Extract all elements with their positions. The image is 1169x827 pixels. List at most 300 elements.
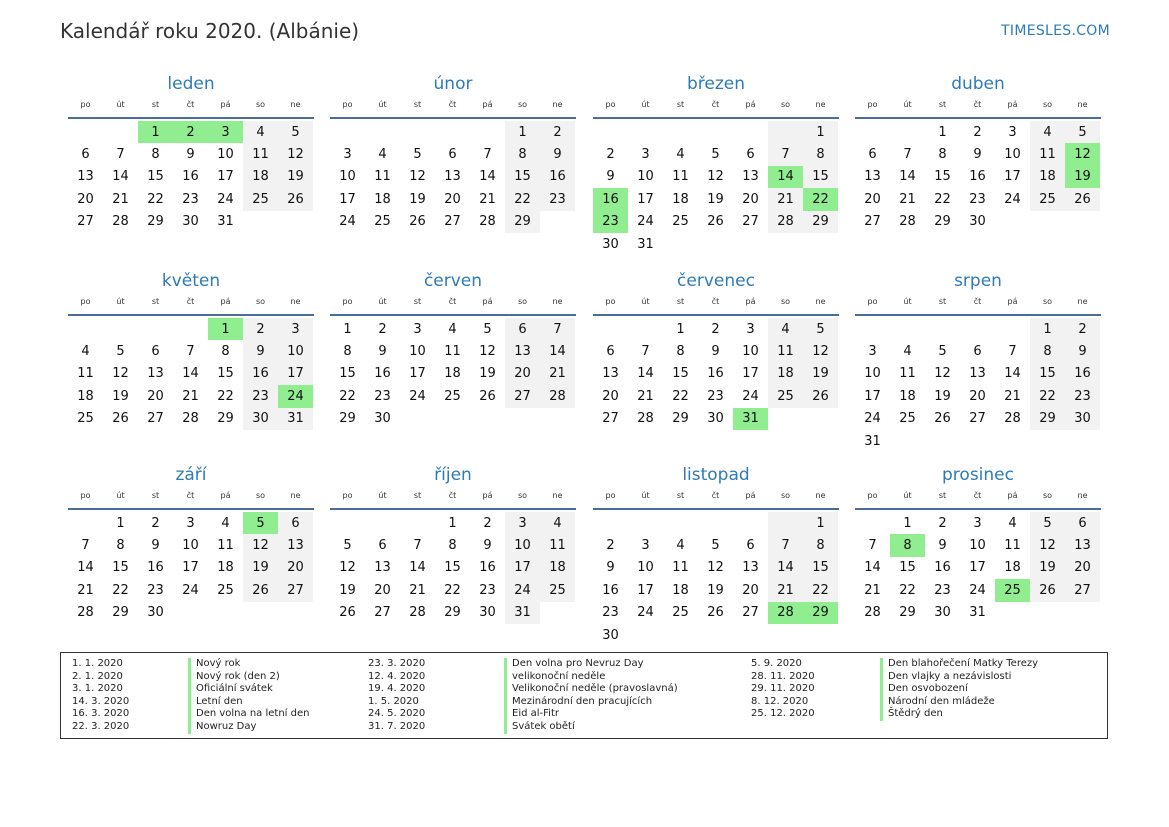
empty-cell bbox=[400, 512, 435, 534]
month-12 bbox=[855, 464, 1101, 624]
weekday-label: so bbox=[517, 100, 528, 109]
day-cell: 7 bbox=[641, 344, 650, 360]
empty-cell bbox=[803, 624, 838, 646]
day-cell: 15 bbox=[505, 166, 540, 188]
empty-cell bbox=[733, 121, 768, 143]
empty-cell bbox=[960, 430, 995, 452]
day-cell: 7 bbox=[868, 538, 877, 554]
empty-cell bbox=[505, 408, 540, 430]
weekday-label: so bbox=[1042, 491, 1053, 500]
day-cell: 29 bbox=[505, 211, 540, 233]
month-divider bbox=[855, 117, 1101, 119]
day-cell: 2 bbox=[973, 124, 982, 140]
month-name: září bbox=[175, 465, 207, 485]
empty-cell bbox=[470, 121, 505, 143]
empty-cell bbox=[995, 318, 1030, 340]
day-grid bbox=[330, 318, 576, 430]
empty-cell bbox=[768, 624, 803, 646]
month-divider bbox=[593, 314, 839, 316]
day-cell: 4 bbox=[221, 515, 230, 531]
day-cell: 4 bbox=[243, 121, 278, 143]
day-cell: 5 bbox=[413, 147, 422, 163]
day-cell: 5 bbox=[116, 344, 125, 360]
empty-cell bbox=[435, 121, 470, 143]
day-cell: 12 bbox=[1065, 143, 1100, 165]
day-cell: 30 bbox=[479, 605, 496, 621]
empty-cell bbox=[540, 602, 575, 624]
day-cell: 11 bbox=[672, 560, 689, 576]
empty-cell bbox=[243, 602, 278, 624]
month-name: červen bbox=[423, 271, 483, 291]
day-grid bbox=[330, 512, 576, 624]
weekday-label: pá bbox=[220, 491, 231, 500]
day-cell: 7 bbox=[116, 147, 125, 163]
weekday-label: út bbox=[116, 100, 125, 109]
day-cell: 29 bbox=[217, 411, 234, 427]
day-cell: 22 bbox=[803, 188, 838, 210]
weekday-header bbox=[855, 99, 1101, 111]
day-cell: 8 bbox=[448, 538, 457, 554]
day-cell: 15 bbox=[217, 366, 234, 382]
day-cell: 23 bbox=[707, 388, 724, 404]
day-cell: 17 bbox=[969, 560, 986, 576]
weekday-label: út bbox=[641, 100, 650, 109]
day-cell: 13 bbox=[444, 169, 461, 185]
day-cell: 13 bbox=[602, 366, 619, 382]
weekday-label: pá bbox=[745, 100, 756, 109]
day-cell: 22 bbox=[339, 388, 356, 404]
day-cell: 24 bbox=[505, 579, 540, 601]
month-divider bbox=[593, 117, 839, 119]
day-cell: 29 bbox=[147, 214, 164, 230]
day-cell: 28 bbox=[768, 602, 803, 624]
day-cell: 28 bbox=[768, 211, 803, 233]
day-cell: 14 bbox=[768, 557, 803, 579]
day-cell: 1 bbox=[803, 121, 838, 143]
empty-cell bbox=[1030, 430, 1065, 452]
weekday-label: pá bbox=[220, 297, 231, 306]
weekday-label: ne bbox=[552, 491, 563, 500]
day-cell: 3 bbox=[868, 344, 877, 360]
day-cell: 14 bbox=[864, 560, 881, 576]
day-cell: 8 bbox=[151, 147, 160, 163]
day-cell: 3 bbox=[186, 515, 195, 531]
weekday-label: so bbox=[517, 297, 528, 306]
day-cell: 11 bbox=[540, 534, 575, 556]
empty-cell bbox=[173, 602, 208, 624]
weekday-label: čt bbox=[448, 100, 457, 109]
day-cell: 20 bbox=[505, 363, 540, 385]
weekday-label: út bbox=[116, 491, 125, 500]
day-cell: 4 bbox=[1008, 515, 1017, 531]
day-cell: 17 bbox=[637, 582, 654, 598]
empty-cell bbox=[400, 408, 435, 430]
empty-cell bbox=[768, 233, 803, 255]
weekday-header bbox=[593, 99, 839, 111]
day-cell: 22 bbox=[112, 582, 129, 598]
day-cell: 24 bbox=[182, 582, 199, 598]
day-cell: 27 bbox=[742, 605, 759, 621]
day-cell: 7 bbox=[413, 538, 422, 554]
day-cell: 2 bbox=[483, 515, 492, 531]
weekday-label: čt bbox=[973, 100, 982, 109]
empty-cell bbox=[628, 121, 663, 143]
day-cell: 22 bbox=[672, 388, 689, 404]
day-cell: 27 bbox=[444, 214, 461, 230]
weekday-label: čt bbox=[186, 491, 195, 500]
day-cell: 2 bbox=[938, 515, 947, 531]
day-cell: 13 bbox=[742, 560, 759, 576]
weekday-label: pá bbox=[745, 491, 756, 500]
empty-cell bbox=[803, 233, 838, 255]
day-cell: 19 bbox=[243, 557, 278, 579]
legend-holiday-name: velikonoční neděle bbox=[504, 671, 605, 684]
day-cell: 13 bbox=[147, 366, 164, 382]
day-cell: 9 bbox=[243, 340, 278, 362]
day-cell: 9 bbox=[973, 147, 982, 163]
empty-cell bbox=[628, 624, 663, 646]
day-cell: 21 bbox=[540, 363, 575, 385]
empty-cell bbox=[400, 121, 435, 143]
month-name: listopad bbox=[682, 465, 750, 485]
day-cell: 20 bbox=[742, 191, 759, 207]
empty-cell bbox=[1030, 602, 1065, 624]
day-cell: 21 bbox=[899, 191, 916, 207]
page-title: Kalendář roku 2020. (Albánie) bbox=[60, 19, 360, 43]
weekday-header bbox=[68, 296, 314, 308]
day-cell: 8 bbox=[938, 147, 947, 163]
empty-cell bbox=[803, 408, 838, 430]
empty-cell bbox=[593, 512, 628, 534]
month-5 bbox=[68, 270, 314, 430]
day-cell: 12 bbox=[409, 169, 426, 185]
weekday-label: po bbox=[342, 491, 353, 500]
empty-cell bbox=[855, 318, 890, 340]
day-cell: 30 bbox=[374, 411, 391, 427]
day-cell: 10 bbox=[505, 534, 540, 556]
day-cell: 10 bbox=[409, 344, 426, 360]
day-cell: 13 bbox=[864, 169, 881, 185]
day-cell: 18 bbox=[540, 557, 575, 579]
day-cell: 8 bbox=[803, 143, 838, 165]
weekday-label: út bbox=[378, 100, 387, 109]
weekday-label: so bbox=[780, 491, 791, 500]
empty-cell bbox=[278, 602, 313, 624]
legend-date: 12. 4. 2020 bbox=[368, 670, 426, 682]
weekday-label: čt bbox=[711, 297, 720, 306]
day-cell: 16 bbox=[540, 166, 575, 188]
empty-cell bbox=[173, 318, 208, 340]
weekday-label: ne bbox=[1077, 297, 1088, 306]
empty-cell bbox=[698, 233, 733, 255]
day-cell: 28 bbox=[479, 214, 496, 230]
weekday-header bbox=[330, 296, 576, 308]
day-cell: 7 bbox=[1008, 344, 1017, 360]
weekday-label: ne bbox=[290, 100, 301, 109]
day-cell: 16 bbox=[147, 560, 164, 576]
day-cell: 12 bbox=[707, 560, 724, 576]
empty-cell bbox=[663, 233, 698, 255]
month-name: prosinec bbox=[942, 465, 1014, 485]
day-cell: 13 bbox=[742, 169, 759, 185]
day-cell: 30 bbox=[182, 214, 199, 230]
empty-cell bbox=[593, 121, 628, 143]
day-cell: 6 bbox=[151, 344, 160, 360]
empty-cell bbox=[365, 121, 400, 143]
day-cell: 25 bbox=[374, 214, 391, 230]
month-divider bbox=[330, 508, 576, 510]
day-cell: 19 bbox=[934, 388, 951, 404]
empty-cell bbox=[1065, 430, 1100, 452]
day-cell: 7 bbox=[81, 538, 90, 554]
day-cell: 25 bbox=[672, 605, 689, 621]
day-cell: 16 bbox=[1065, 363, 1100, 385]
weekday-label: po bbox=[605, 491, 616, 500]
legend-holiday-name: Letní den bbox=[188, 696, 243, 709]
day-cell: 16 bbox=[182, 169, 199, 185]
day-cell: 9 bbox=[938, 538, 947, 554]
day-cell: 31 bbox=[733, 408, 768, 430]
day-cell: 24 bbox=[339, 214, 356, 230]
weekday-label: út bbox=[641, 491, 650, 500]
day-cell: 21 bbox=[864, 582, 881, 598]
day-cell: 26 bbox=[803, 385, 838, 407]
day-cell: 22 bbox=[147, 191, 164, 207]
day-cell: 14 bbox=[899, 169, 916, 185]
weekday-label: pá bbox=[482, 100, 493, 109]
day-cell: 16 bbox=[374, 366, 391, 382]
day-cell: 23 bbox=[479, 582, 496, 598]
day-cell: 6 bbox=[505, 318, 540, 340]
day-cell: 13 bbox=[505, 340, 540, 362]
empty-cell bbox=[663, 624, 698, 646]
day-cell: 18 bbox=[899, 388, 916, 404]
day-cell: 8 bbox=[505, 143, 540, 165]
weekday-label: ne bbox=[815, 491, 826, 500]
weekday-label: po bbox=[342, 100, 353, 109]
day-cell: 13 bbox=[969, 366, 986, 382]
day-cell: 15 bbox=[147, 169, 164, 185]
day-cell: 6 bbox=[378, 538, 387, 554]
day-cell: 19 bbox=[707, 582, 724, 598]
day-cell: 12 bbox=[934, 366, 951, 382]
weekday-label: pá bbox=[220, 100, 231, 109]
weekday-label: st bbox=[151, 491, 160, 500]
day-cell: 2 bbox=[243, 318, 278, 340]
day-cell: 1 bbox=[676, 321, 685, 337]
day-cell: 18 bbox=[1030, 166, 1065, 188]
legend-holiday-name: Den volna na letní den bbox=[188, 708, 309, 721]
day-cell: 23 bbox=[147, 582, 164, 598]
day-cell: 27 bbox=[374, 605, 391, 621]
day-cell: 28 bbox=[1004, 411, 1021, 427]
legend-date: 22. 3. 2020 bbox=[72, 721, 130, 732]
weekday-label: út bbox=[378, 297, 387, 306]
weekday-label: pá bbox=[482, 491, 493, 500]
empty-cell bbox=[593, 318, 628, 340]
empty-cell bbox=[243, 211, 278, 233]
day-cell: 28 bbox=[637, 411, 654, 427]
day-cell: 26 bbox=[934, 411, 951, 427]
day-cell: 29 bbox=[803, 602, 838, 624]
day-cell: 18 bbox=[444, 366, 461, 382]
month-divider bbox=[593, 508, 839, 510]
weekday-label: st bbox=[413, 100, 422, 109]
day-cell: 25 bbox=[995, 579, 1030, 601]
day-cell: 2 bbox=[151, 515, 160, 531]
day-cell: 24 bbox=[969, 582, 986, 598]
day-cell: 6 bbox=[973, 344, 982, 360]
day-cell: 18 bbox=[672, 582, 689, 598]
weekday-label: čt bbox=[186, 297, 195, 306]
weekday-label: po bbox=[80, 100, 91, 109]
day-cell: 24 bbox=[637, 214, 654, 230]
day-cell: 29 bbox=[899, 605, 916, 621]
site-link[interactable]: TIMESLES.COM bbox=[1001, 23, 1110, 39]
day-cell: 12 bbox=[479, 344, 496, 360]
day-cell: 20 bbox=[969, 388, 986, 404]
day-cell: 25 bbox=[768, 385, 803, 407]
day-cell: 10 bbox=[864, 366, 881, 382]
day-cell: 25 bbox=[672, 214, 689, 230]
day-cell: 5 bbox=[278, 121, 313, 143]
empty-cell bbox=[995, 211, 1030, 233]
day-cell: 24 bbox=[217, 191, 234, 207]
day-cell: 12 bbox=[339, 560, 356, 576]
day-cell: 8 bbox=[221, 344, 230, 360]
day-cell: 17 bbox=[217, 169, 234, 185]
day-cell: 2 bbox=[378, 321, 387, 337]
month-10 bbox=[330, 464, 576, 624]
day-cell: 19 bbox=[112, 388, 129, 404]
day-cell: 4 bbox=[903, 344, 912, 360]
day-cell: 17 bbox=[409, 366, 426, 382]
day-grid bbox=[593, 121, 839, 255]
day-cell: 28 bbox=[899, 214, 916, 230]
day-cell: 26 bbox=[278, 188, 313, 210]
day-cell: 25 bbox=[217, 582, 234, 598]
day-cell: 20 bbox=[864, 191, 881, 207]
empty-cell bbox=[435, 408, 470, 430]
day-cell: 2 bbox=[540, 121, 575, 143]
weekday-header bbox=[855, 490, 1101, 502]
day-cell: 18 bbox=[77, 388, 94, 404]
empty-cell bbox=[855, 512, 890, 534]
weekday-header bbox=[855, 296, 1101, 308]
day-cell: 1 bbox=[343, 321, 352, 337]
month-divider bbox=[68, 508, 314, 510]
day-cell: 26 bbox=[243, 579, 278, 601]
empty-cell bbox=[890, 318, 925, 340]
day-cell: 24 bbox=[742, 388, 759, 404]
empty-cell bbox=[330, 512, 365, 534]
legend-holiday-name: Oficiální svátek bbox=[188, 683, 273, 696]
day-cell: 21 bbox=[77, 582, 94, 598]
day-cell: 11 bbox=[899, 366, 916, 382]
day-cell: 26 bbox=[339, 605, 356, 621]
month-name: srpen bbox=[954, 271, 1002, 291]
empty-cell bbox=[278, 211, 313, 233]
weekday-label: čt bbox=[448, 297, 457, 306]
day-cell: 4 bbox=[676, 538, 685, 554]
day-cell: 13 bbox=[278, 534, 313, 556]
day-cell: 15 bbox=[803, 557, 838, 579]
day-cell: 15 bbox=[112, 560, 129, 576]
day-grid bbox=[68, 318, 314, 430]
day-cell: 19 bbox=[409, 191, 426, 207]
weekday-label: čt bbox=[973, 297, 982, 306]
weekday-label: st bbox=[676, 100, 685, 109]
weekday-label: po bbox=[80, 297, 91, 306]
day-cell: 10 bbox=[969, 538, 986, 554]
day-cell: 24 bbox=[637, 605, 654, 621]
day-cell: 18 bbox=[243, 166, 278, 188]
month-name: únor bbox=[433, 74, 473, 94]
empty-cell bbox=[68, 121, 103, 143]
day-cell: 19 bbox=[803, 363, 838, 385]
day-cell: 4 bbox=[540, 512, 575, 534]
weekday-label: so bbox=[255, 100, 266, 109]
day-cell: 3 bbox=[413, 321, 422, 337]
day-cell: 11 bbox=[672, 169, 689, 185]
legend-holiday-name: Den volna pro Nevruz Day bbox=[504, 658, 644, 671]
day-cell: 26 bbox=[1030, 579, 1065, 601]
day-cell: 1 bbox=[138, 121, 173, 143]
day-cell: 19 bbox=[1065, 166, 1100, 188]
day-cell: 9 bbox=[378, 344, 387, 360]
empty-cell bbox=[208, 602, 243, 624]
day-cell: 2 bbox=[1065, 318, 1100, 340]
day-cell: 21 bbox=[768, 188, 803, 210]
month-name: leden bbox=[167, 74, 215, 94]
weekday-header bbox=[68, 490, 314, 502]
day-cell: 6 bbox=[448, 147, 457, 163]
legend-date: 5. 9. 2020 bbox=[751, 658, 802, 669]
day-cell: 5 bbox=[343, 538, 352, 554]
legend-date: 1. 5. 2020 bbox=[368, 695, 419, 707]
day-cell: 12 bbox=[243, 534, 278, 556]
day-cell: 13 bbox=[1065, 534, 1100, 556]
month-divider bbox=[855, 314, 1101, 316]
day-cell: 1 bbox=[448, 515, 457, 531]
legend-holiday-name: Velikonoční neděle (pravoslavná) bbox=[504, 683, 678, 696]
day-cell: 3 bbox=[343, 147, 352, 163]
weekday-label: čt bbox=[711, 491, 720, 500]
day-cell: 21 bbox=[479, 191, 496, 207]
day-cell: 27 bbox=[602, 411, 619, 427]
day-cell: 28 bbox=[112, 214, 129, 230]
day-cell: 3 bbox=[505, 512, 540, 534]
day-cell: 28 bbox=[182, 411, 199, 427]
empty-cell bbox=[540, 408, 575, 430]
day-cell: 6 bbox=[606, 344, 615, 360]
weekday-label: so bbox=[255, 491, 266, 500]
month-name: duben bbox=[951, 74, 1005, 94]
day-cell: 5 bbox=[803, 318, 838, 340]
weekday-label: st bbox=[676, 491, 685, 500]
day-cell: 28 bbox=[864, 605, 881, 621]
day-cell: 30 bbox=[243, 408, 278, 430]
weekday-label: čt bbox=[711, 100, 720, 109]
day-cell: 12 bbox=[1030, 534, 1065, 556]
day-cell: 30 bbox=[1065, 408, 1100, 430]
weekday-label: po bbox=[605, 100, 616, 109]
day-cell: 22 bbox=[444, 582, 461, 598]
day-cell: 1 bbox=[116, 515, 125, 531]
empty-cell bbox=[890, 430, 925, 452]
day-cell: 14 bbox=[182, 366, 199, 382]
day-cell: 28 bbox=[409, 605, 426, 621]
